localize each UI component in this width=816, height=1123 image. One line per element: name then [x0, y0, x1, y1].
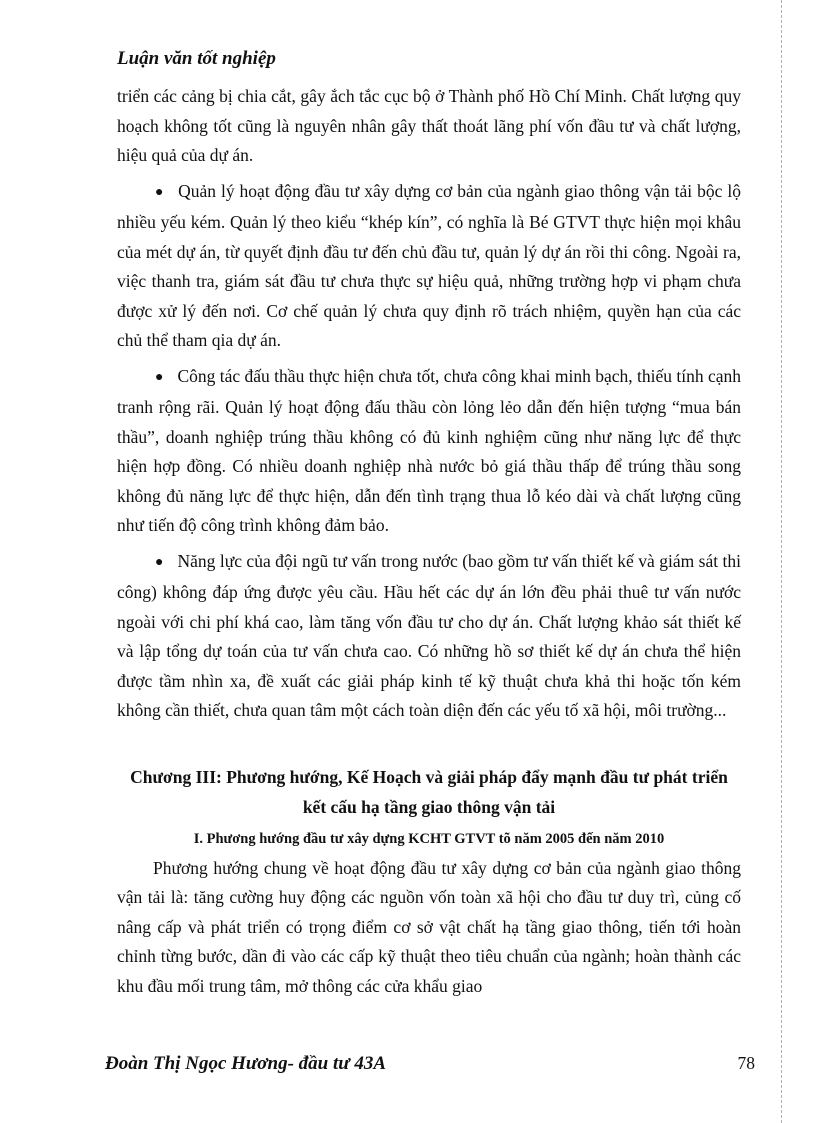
bullet-item	[117, 177, 741, 356]
paragraph-intro: triển các cảng bị chia cắt, gây ắch tắc cục bộ ở Thành phố Hồ Chí Minh. Chất lượng quy hoạch không tốt cũng là nguyên nhân gây thất thoát lãng phí vốn đầu tư và chất lượng, hiệu quả của dự án.	[117, 86, 741, 165]
bullet-item	[117, 547, 741, 726]
chapter-heading: Chương III: Phương hướng, Kế Hoạch và giải pháp đẩy mạnh đầu tư phát triển kết cấu hạ tầng giao thông vận tải	[130, 766, 728, 817]
page-content	[117, 82, 741, 1001]
page-number: 78	[737, 1053, 755, 1073]
page-border	[781, 0, 782, 1123]
bullet-icon: ●	[155, 554, 164, 570]
bullet-icon: ●	[155, 369, 164, 385]
bullet-icon: ●	[155, 184, 165, 200]
section-heading: I. Phương hướng đầu tư xây dựng KCHT GTVT tõ năm 2005 đến năm 2010	[193, 830, 665, 847]
bullet-text: Công tác đấu thầu thực hiện chưa tốt, chưa công khai minh bạch, thiếu tính cạnh tranh rộng rãi. Quản lý hoạt động đấu thầu còn lỏng lẻo dẫn đến hiện tượng “mua bán thầu”, doanh nghiệp trúng thầu không có đủ kinh nghiệm cũng như năng lực để thực hiện hợp đồng. Có nhiều doanh nghiệp nhà nước bỏ giá thầu thấp để trúng thầu song không đủ năng lực để thực hiện, dẫn đến tình trạng thua lỗ kéo dài và chất lượng cũng như tiến độ công trình không đảm bảo.	[117, 365, 741, 535]
bullet-text: Năng lực của đội ngũ tư vấn trong nước (bao gồm tư vấn thiết kế và giám sát thi công) không đáp ứng được yêu cầu. Hầu hết các dự án lớn đều phải thuê tư vấn nước ngoài với chi phí khá cao, làm tăng vốn đầu tư cho dự án. Chất lượng khảo sát thiết kế và lập tổng dự toán của tư vấn chưa cao. Có những hồ sơ thiết kế dự án chưa thể hiện được tầm nhìn xa, đề xuất các giải pháp kinh tế kỹ thuật chưa khả thi hoặc tốn kém không cần thiết, chưa quan tâm một cách toàn diện đến các yếu tố xã hội, môi trường...	[117, 550, 741, 720]
footer-author: Đoàn Thị Ngọc Hương- đầu tư 43A	[105, 1053, 387, 1074]
page-footer	[105, 1053, 755, 1075]
bullet-text: Quản lý hoạt động đầu tư xây dựng cơ bản của ngành giao thông vận tải bộc lộ nhiều yếu kém. Quản lý theo kiểu “khép kín”, có nghĩa là Bé GTVT thực hiện mọi khâu của mét dự án, từ quyết định đầu tư đến chủ đầu tư, quản lý dự án rồi thi công. Ngoài ra, việc thanh tra, giám sát đầu tư chưa thực sự hiệu quả, những trường hợp vi phạm chưa được xử lý đến nơi. Cơ chế quản lý chưa quy định rõ trách nhiệm, quyền hạn của các chủ thể tham qia dự án.	[117, 180, 742, 350]
paragraph-body: Phương hướng chung về hoạt động đầu tư xây dựng cơ bản của ngành giao thông vận tải là: tăng cường huy động các nguồn vốn toàn xã hội cho đầu tư duy trì, củng cố nâng cấp và phát triển có trọng điểm cơ sở vật chất hạ tầng giao thông, tiến tới hoàn chỉnh từng bước, dần đi vào các cấp kỹ thuật theo tiêu chuẩn của ngành; hoàn thành các khu đầu mối trung tâm, mở thông các cửa khẩu giao	[117, 857, 741, 996]
bullet-item	[117, 362, 741, 541]
running-header: Luận văn tốt nghiệp	[117, 48, 276, 69]
